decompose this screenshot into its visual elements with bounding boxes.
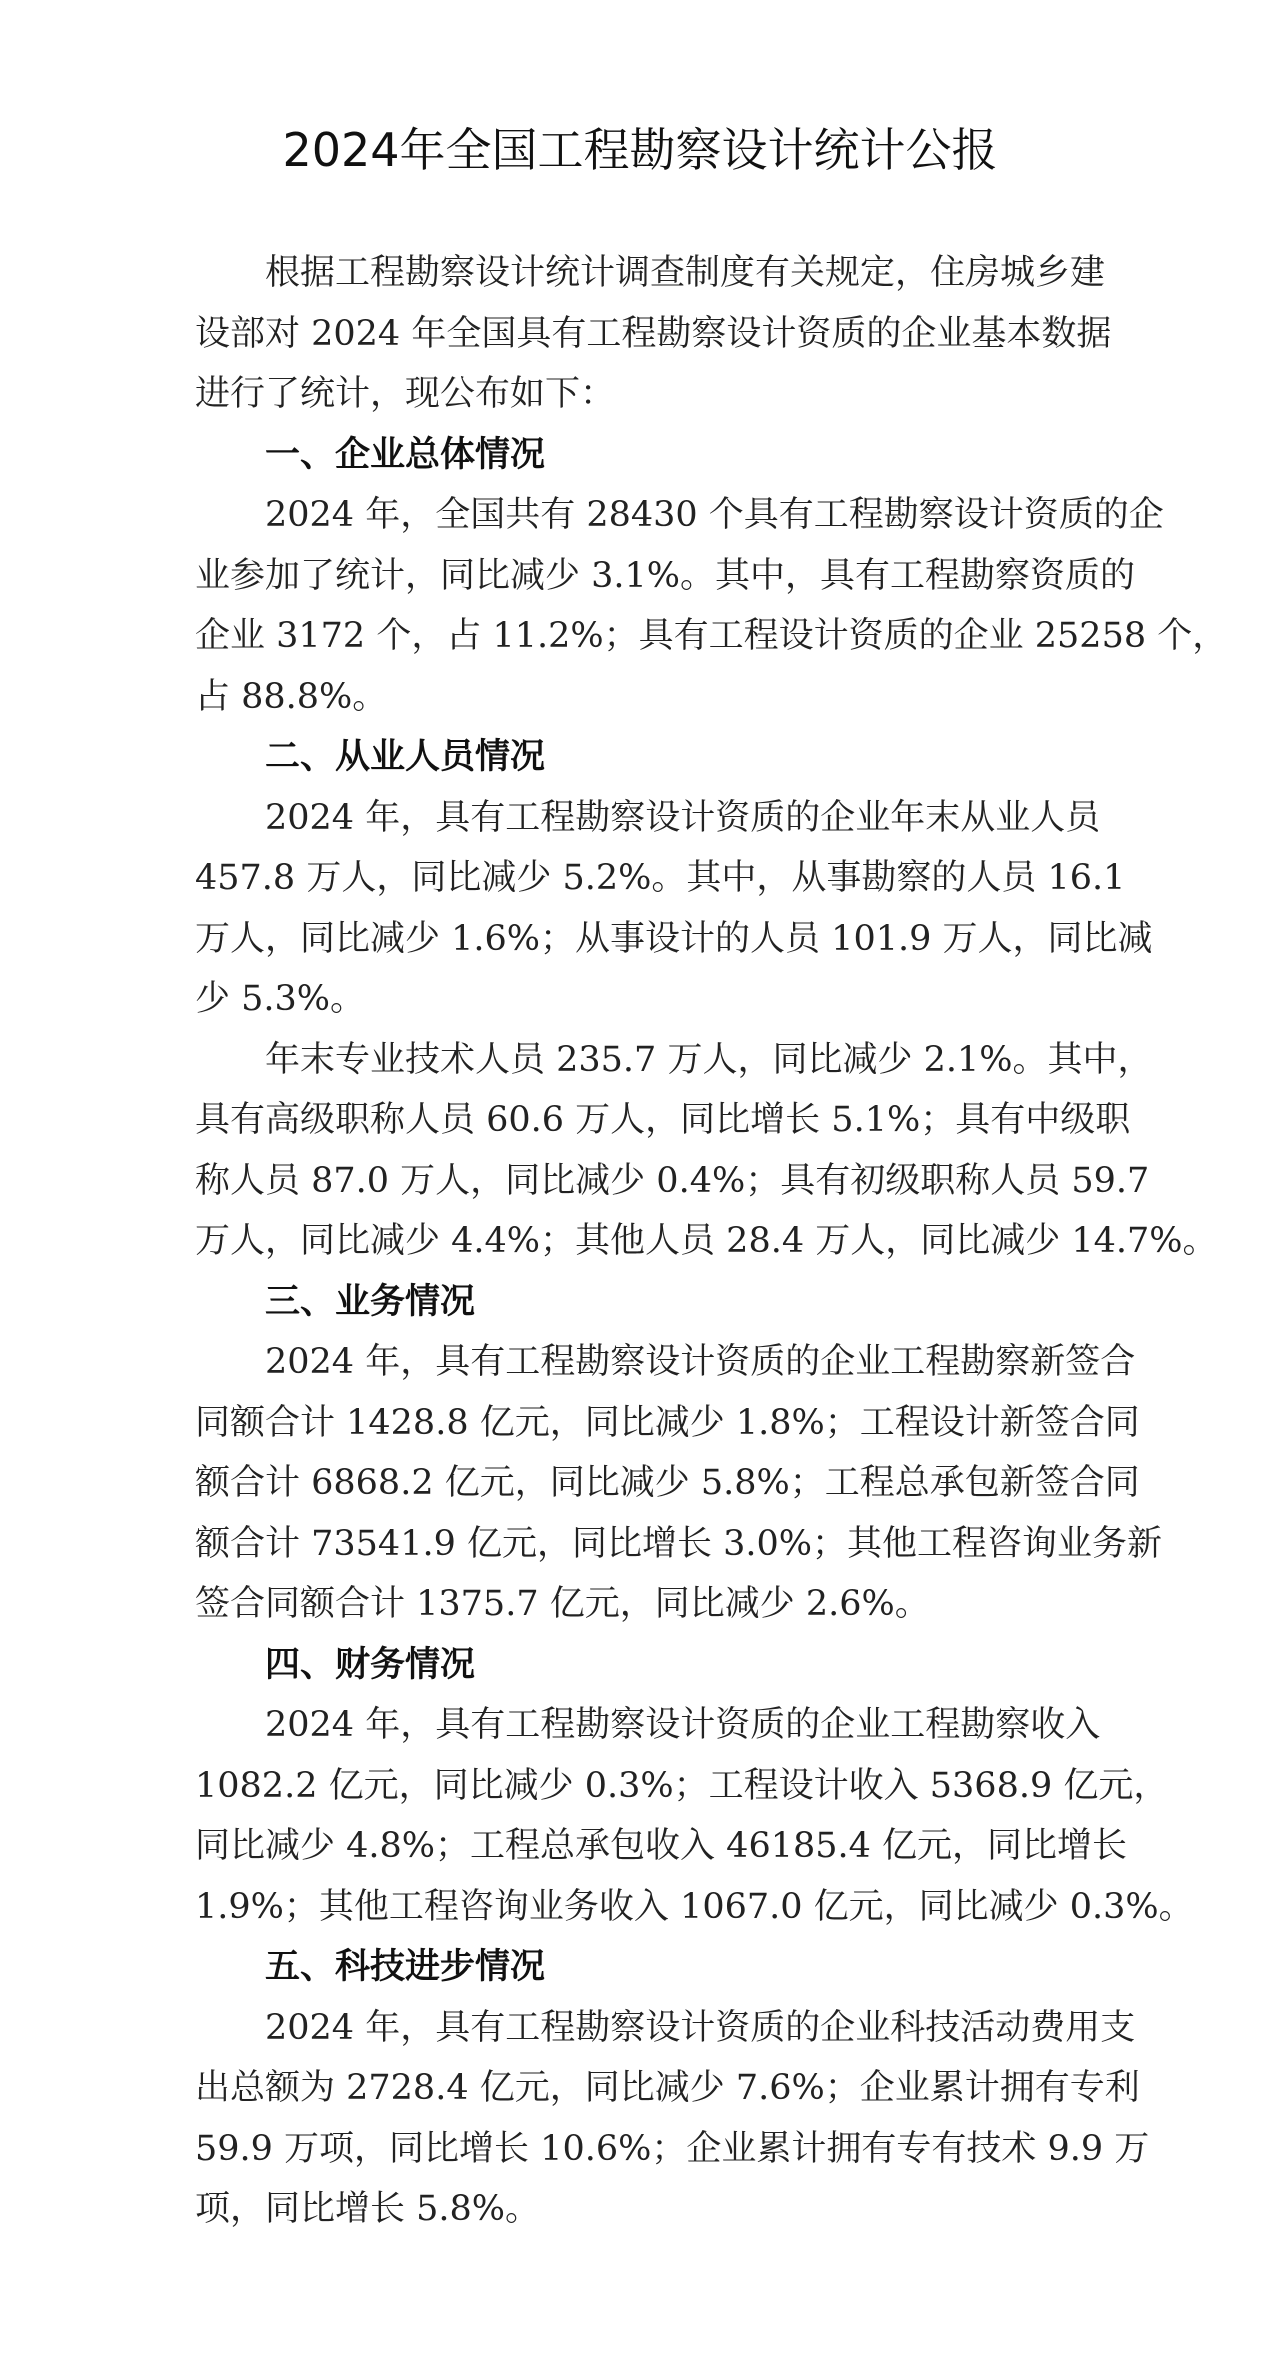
- paragraph-line: 额合计 6868.2 亿元，同比减少 5.8%；工程总承包新签合同: [195, 1463, 1140, 1503]
- section: [195, 1272, 1163, 1635]
- section: [195, 727, 1218, 1272]
- paragraph: [195, 485, 1228, 727]
- paragraph-line: 1.9%；其他工程咨询业务收入 1067.0 亿元，同比减少 0.3%。: [195, 1886, 1194, 1927]
- section: [195, 1937, 1150, 2240]
- paragraph-line: 出总额为 2728.4 亿元，同比减少 7.6%；企业累计拥有专利: [195, 2068, 1140, 2108]
- section-heading: 五、科技进步情况: [265, 1947, 546, 1987]
- paragraph-line: 企业 3172 个，占 11.2%；具有工程设计资质的企业 25258 个，: [195, 616, 1228, 656]
- section-heading: 二、从业人员情况: [265, 737, 546, 777]
- paragraph-line: 同比减少 4.8%；工程总承包收入 46185.4 亿元，同比增长: [195, 1826, 1128, 1866]
- paragraph-line: 1082.2 亿元，同比减少 0.3%；工程设计收入 5368.9 亿元，: [195, 1765, 1169, 1806]
- paragraph-line: 设部对 2024 年全国具有工程勘察设计资质的企业基本数据: [195, 313, 1112, 354]
- paragraph-line: 457.8 万人，同比减少 5.2%。其中，从事勘察的人员 16.1: [195, 858, 1126, 898]
- paragraph-line: 万人，同比减少 4.4%；其他人员 28.4 万人，同比减少 14.7%。: [195, 1221, 1218, 1261]
- paragraph-line: 万人，同比减少 1.6%；从事设计的人员 101.9 万人，同比减: [195, 918, 1153, 959]
- document-body: [195, 243, 1228, 2240]
- paragraph-line: 称人员 87.0 万人，同比减少 0.4%；具有初级职称人员 59.7: [195, 1160, 1150, 1201]
- paragraph-line: 占 88.8%。: [195, 676, 388, 717]
- paragraph-line: 2024 年，具有工程勘察设计资质的企业工程勘察收入: [265, 1705, 1101, 1745]
- paragraph: [195, 1998, 1150, 2240]
- paragraph-line: 2024 年，具有工程勘察设计资质的企业科技活动费用支: [265, 2007, 1136, 2048]
- paragraph-line: 2024 年，具有工程勘察设计资质的企业工程勘察新签合: [265, 1342, 1136, 1382]
- paragraph-line: 业参加了统计，同比减少 3.1%。其中，具有工程勘察资质的: [195, 555, 1136, 596]
- section: [195, 425, 1228, 728]
- intro-paragraph: [195, 243, 1112, 425]
- paragraph-line: 年末专业技术人员 235.7 万人，同比减少 2.1%。其中，: [265, 1039, 1153, 1080]
- paragraph-line: 签合同额合计 1375.7 亿元，同比减少 2.6%。: [195, 1584, 930, 1624]
- paragraph-line: 根据工程勘察设计统计调查制度有关规定，住房城乡建: [265, 253, 1106, 293]
- section-heading: 四、财务情况: [265, 1644, 476, 1685]
- paragraph-line: 少 5.3%。: [195, 979, 366, 1019]
- section-heading: 三、业务情况: [265, 1281, 476, 1322]
- paragraph: [195, 1695, 1194, 1937]
- paragraph: [195, 1332, 1163, 1635]
- section: [195, 1635, 1194, 1938]
- paragraph-line: 同额合计 1428.8 亿元，同比减少 1.8%；工程设计新签合同: [195, 1402, 1140, 1443]
- page-title: 2024年全国工程勘察设计统计公报: [282, 123, 998, 177]
- paragraph-line: 进行了统计，现公布如下：: [195, 374, 616, 414]
- paragraph-line: 2024 年，全国共有 28430 个具有工程勘察设计资质的企: [265, 495, 1164, 535]
- paragraph-line: 具有高级职称人员 60.6 万人，同比增长 5.1%；具有中级职: [195, 1100, 1131, 1140]
- section-heading: 一、企业总体情况: [265, 434, 546, 475]
- paragraph: [195, 1030, 1218, 1272]
- paragraph-line: 2024 年，具有工程勘察设计资质的企业年末从业人员: [265, 797, 1101, 838]
- paragraph-line: 额合计 73541.9 亿元，同比增长 3.0%；其他工程咨询业务新: [195, 1523, 1163, 1564]
- paragraph: [195, 788, 1153, 1030]
- paragraph-line: 项，同比增长 5.8%。: [195, 2189, 541, 2229]
- paragraph-line: 59.9 万项，同比增长 10.6%；企业累计拥有专有技术 9.9 万: [195, 2128, 1150, 2169]
